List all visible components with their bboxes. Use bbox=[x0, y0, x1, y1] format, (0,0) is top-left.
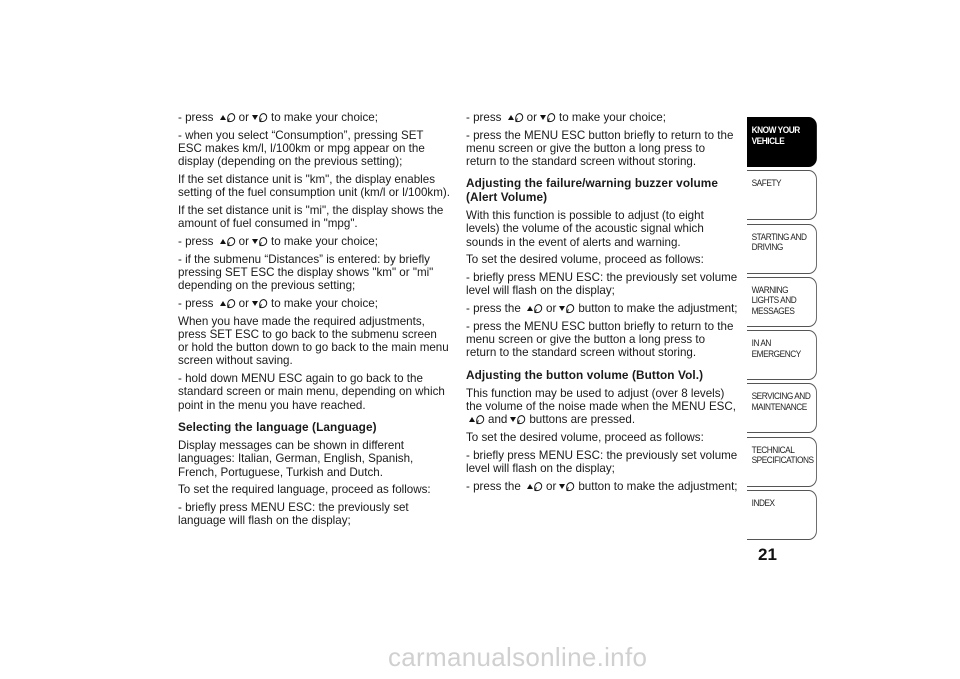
instruction-line bbox=[466, 387, 738, 427]
instruction-suffix: button to make the adjustment; bbox=[578, 480, 738, 494]
section-tab-warning-lights-and-messages[interactable]: WARNING LIGHTS AND MESSAGES bbox=[747, 277, 817, 327]
section-tab-in-an-emergency[interactable]: IN AN EMERGENCY bbox=[747, 330, 817, 380]
watermark: carmanualsonline.info bbox=[388, 642, 648, 672]
instruction-suffix: to make your choice; bbox=[558, 111, 666, 124]
section-tabs bbox=[747, 117, 823, 543]
instruction-suffix: to make your choice; bbox=[270, 297, 378, 310]
paragraph: - briefly press MENU ESC: the previously set volume level will flash on the display; bbox=[466, 449, 738, 476]
instruction-line bbox=[466, 480, 738, 493]
instruction-suffix: to make your choice; bbox=[270, 111, 378, 124]
paragraph: - hold down MENU ESC again to go back to the standard screen or main menu, depending on which point in the menu you have reached. bbox=[178, 372, 445, 412]
section-tab-servicing-and-maintenance[interactable]: SERVICING AND MAINTENANCE bbox=[747, 383, 817, 433]
paragraph: - briefly press MENU ESC: the previously set language will flash on the display; bbox=[178, 501, 409, 528]
instruction-connector: or bbox=[238, 235, 249, 248]
page-number: 21 bbox=[758, 545, 777, 564]
instruction-line bbox=[466, 302, 738, 315]
paragraph: If the set distance unit is "mi", the display shows the amount of fuel consumed in "mpg". bbox=[178, 204, 444, 231]
down-arrow-button-icon bbox=[251, 236, 269, 247]
section-heading: Adjusting the failure/warning buzzer volume (Alert Volume) bbox=[466, 176, 719, 204]
paragraph: - when you select “Consumption”, pressing SET ESC makes km/l, l/100km or mpg appear on the display (depending on the previous setting); bbox=[178, 128, 425, 169]
up-arrow-button-icon bbox=[526, 481, 544, 492]
paragraph: If the set distance unit is "km", the display enables setting of the fuel consumption unit (km/l or l/100km). bbox=[178, 173, 450, 200]
section-tab-technical-specifications[interactable]: TECHNICAL SPECIFICATIONS bbox=[747, 437, 817, 487]
instruction-connector: or bbox=[546, 480, 557, 494]
instruction-connector: or bbox=[526, 111, 537, 124]
instruction-prefix: - press the bbox=[466, 480, 521, 494]
down-arrow-button-icon bbox=[509, 414, 527, 425]
instruction-prefix: This function may be used to adjust (over 8 levels) the volume of the noise made when the MENU ESC, bbox=[466, 387, 737, 414]
paragraph: Display messages can be shown in different languages: Italian, German, English, Spanish, French, Portuguese, Turkish and Dutch. bbox=[178, 439, 414, 479]
left-text-column bbox=[178, 111, 450, 532]
paragraph: To set the desired volume, proceed as follows: bbox=[466, 253, 704, 267]
section-tab-index[interactable]: INDEX bbox=[747, 490, 817, 540]
paragraph: To set the required language, proceed as follows: bbox=[178, 483, 431, 497]
up-arrow-button-icon bbox=[219, 112, 237, 123]
instruction-suffix: button to make the adjustment; bbox=[578, 302, 738, 316]
instruction-prefix: - press bbox=[178, 111, 214, 124]
instruction-line bbox=[178, 297, 450, 310]
section-tab-starting-and-driving[interactable]: STARTING AND DRIVING bbox=[747, 224, 817, 274]
up-arrow-button-icon bbox=[219, 236, 237, 247]
paragraph: - press the MENU ESC button briefly to return to the menu screen or give the button a long press to return to the standard screen without storing. bbox=[466, 320, 734, 360]
paragraph: - if the submenu “Distances” is entered: by briefly pressing SET ESC the display shows "km" or "mi" depending on the previous setting; bbox=[178, 252, 434, 293]
up-arrow-button-icon bbox=[507, 112, 525, 123]
down-arrow-button-icon bbox=[539, 112, 557, 123]
paragraph: - press the MENU ESC button briefly to return to the menu screen or give the button a long press to return to the standard screen without storing. bbox=[466, 128, 734, 169]
section-tab-know-your-vehicle[interactable]: KNOW YOUR VEHICLE bbox=[747, 117, 817, 167]
up-arrow-button-icon bbox=[468, 414, 486, 425]
down-arrow-button-icon bbox=[558, 303, 576, 314]
right-text-column bbox=[466, 111, 738, 498]
instruction-connector: or bbox=[238, 111, 249, 124]
instruction-suffix: buttons are pressed. bbox=[529, 413, 636, 427]
up-arrow-button-icon bbox=[219, 298, 237, 309]
instruction-prefix: - press bbox=[466, 111, 502, 124]
instruction-line bbox=[178, 111, 450, 124]
instruction-connector: and bbox=[488, 413, 508, 427]
section-tab-safety[interactable]: SAFETY bbox=[747, 170, 817, 220]
instruction-connector: or bbox=[238, 297, 249, 310]
paragraph: To set the desired volume, proceed as follows: bbox=[466, 431, 704, 445]
down-arrow-button-icon bbox=[251, 112, 269, 123]
section-heading: Selecting the language (Language) bbox=[178, 419, 377, 434]
up-arrow-button-icon bbox=[526, 303, 544, 314]
instruction-prefix: - press bbox=[178, 297, 214, 310]
instruction-prefix: - press bbox=[178, 235, 214, 248]
section-heading: Adjusting the button volume (Button Vol.) bbox=[466, 367, 704, 382]
paragraph: - briefly press MENU ESC: the previously set volume level will flash on the display; bbox=[466, 271, 738, 298]
instruction-suffix: to make your choice; bbox=[270, 235, 378, 248]
paragraph: With this function is possible to adjust (to eight levels) the volume of the acoustic signal which sounds in the event of alerts and warning. bbox=[466, 209, 704, 249]
instruction-line bbox=[178, 235, 450, 248]
instruction-connector: or bbox=[546, 302, 557, 316]
down-arrow-button-icon bbox=[558, 481, 576, 492]
instruction-prefix: - press the bbox=[466, 302, 521, 316]
paragraph: When you have made the required adjustments, press SET ESC to go back to the submenu screen or hold the button down to go back to the main menu screen without saving. bbox=[178, 314, 449, 368]
down-arrow-button-icon bbox=[251, 298, 269, 309]
instruction-line bbox=[466, 111, 738, 124]
